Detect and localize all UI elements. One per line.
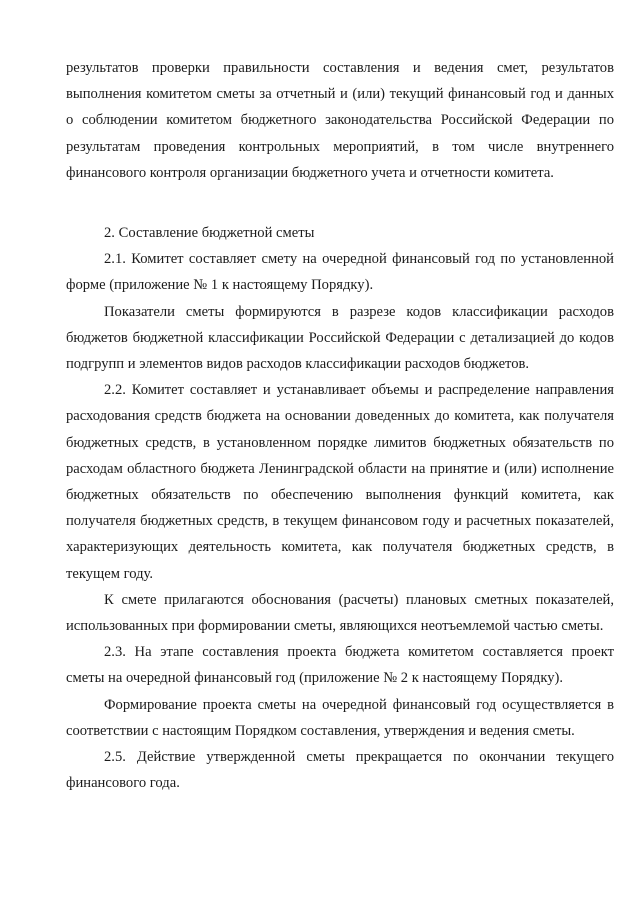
- paragraph-justifications: К смете прилагаются обоснования (расчеты) плановых сметных показателей, использованных при формировании сметы, являющихся неотъемлемой частью сметы.: [66, 591, 614, 635]
- paragraph-2-2: 2.2. Комитет составляет и устанавливает объемы и распределение направления расходования средств бюджета на основании доведенных до комитета, как получателя бюджетных средств, в установленном порядке лимитов бюджетных обязательств по расходам областного бюджета Ленинградской области на принятие и (или) исполнение бюджетных обязательств по обеспечению выполнения функций комитета, как получателя бюджетных средств, в текущем финансовом году и расчетных показателей, характеризующих деятельность комитета, как получателя бюджетных средств, в текущем году.: [66, 382, 614, 582]
- paragraph-continuation: результатов проверки правильности составления и ведения смет, результатов выполнения комитетом сметы за отчетный и (или) текущий финансовый год и данных о соблюдении комитетом бюджетного законодательства Российской Федерации по результатам проведения контрольных мероприятий, в том числе внутреннего финансового контроля организации бюджетного учета и отчетности комитета.: [66, 60, 614, 181]
- section-heading: 2. Составление бюджетной сметы: [104, 225, 315, 242]
- paragraph-2-3: 2.3. На этапе составления проекта бюджета комитетом составляется проект сметы на очередной финансовый год (приложение № 2 к настоящему Порядку).: [66, 644, 614, 687]
- paragraph-indicators: Показатели сметы формируются в разрезе кодов классификации расходов бюджетов бюджетной классификации Российской Федерации с детализацией до кодов подгрупп и элементов видов расходов классификации расходов бюджетов.: [66, 303, 614, 373]
- document-page: [66, 55, 614, 796]
- paragraph-2-5: 2.5. Действие утвержденной сметы прекращается по окончании текущего финансового года.: [66, 749, 614, 792]
- paragraph-2-1: 2.1. Комитет составляет смету на очередной финансовый год по установленной форме (приложение № 1 к настоящему Порядку).: [66, 251, 614, 294]
- paragraph-draft-formation: Формирование проекта сметы на очередной финансовый год осуществляется в соответствии с настоящим Порядком составления, утверждения и ведения сметы.: [66, 696, 614, 739]
